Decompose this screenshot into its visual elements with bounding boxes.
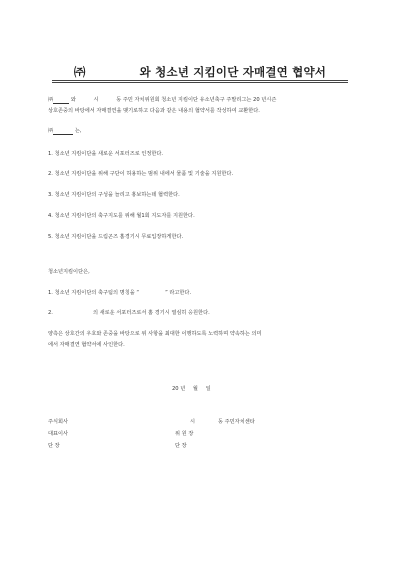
sig-left-company: 주식회사 — [48, 419, 69, 425]
section-a-item: 5. 청소년 지킴이단을 드림곤즈 홈경기시 무료입장하게한다. — [48, 234, 184, 240]
section-b-heading: 청소년지킴이단은, — [48, 269, 90, 275]
intro-line-2: 상호존중의 바탕에서 자매결연을 맺기로하고 다음과 같은 내용의 협약서를 작성하여 교환한다. — [48, 108, 260, 114]
section-a-item: 1. 청소년 지킴이단을 새로운 서포터즈로 인정한다. — [48, 151, 164, 157]
sig-left-ceo: 대표이사 — [48, 431, 69, 437]
title-corp-mark: ㈜ — [73, 65, 86, 79]
sig-left-leader: 단 장 — [48, 443, 60, 449]
title-underline-bottom — [52, 82, 348, 83]
title-text: 와 청소년 지킴이단 자매결연 협약서 — [139, 65, 327, 79]
section-a-item: 4. 청소년 지킴이단의 축구지도를 위해 월1회 지도자를 지원한다. — [48, 213, 195, 219]
section-a-item: 3. 청소년 지킴이단의 구성을 늘리고 홍보하는데 협력한다. — [48, 192, 180, 198]
section-a-item: 2. 청소년 지킴이단을 위해 구단이 허용하는 범위 내에서 물품 및 기술을 지원한다. — [48, 171, 234, 177]
sig-right-center: 동 주민자치센타 — [218, 419, 255, 425]
title-underline-top — [52, 80, 348, 81]
section-a-heading: ㈜ 는, — [48, 128, 82, 134]
section-b-item-2: 2. 의 새로운 서포터즈로서 홈 경기시 열심히 응원한다. — [48, 310, 210, 316]
sig-right-leader: 단 장 — [175, 443, 187, 449]
closing-line-1: 양측은 상호간의 우호와 존중을 바탕으로 위 사항을 최대한 이행하도록 노력하며 약속하는 의미 — [48, 331, 262, 337]
section-b-item-1: 1. 청소년 지킴이단의 축구팀의 명칭을 “ ” 라고한다. — [48, 290, 192, 296]
date-line: 20 년 월 일 — [172, 386, 211, 392]
sig-right-chair: 위 원 장 — [175, 431, 194, 437]
intro-line-1: ㈜ 와 시 동 주민 자치위원회 청소년 지킴이단 유소년축구 주말리그는 20 년시즌 — [48, 97, 277, 103]
document-title — [0, 64, 400, 80]
closing-line-2: 에서 자매결연 협약서에 사인한다. — [48, 342, 125, 348]
sig-right-city: 시 — [190, 419, 196, 425]
